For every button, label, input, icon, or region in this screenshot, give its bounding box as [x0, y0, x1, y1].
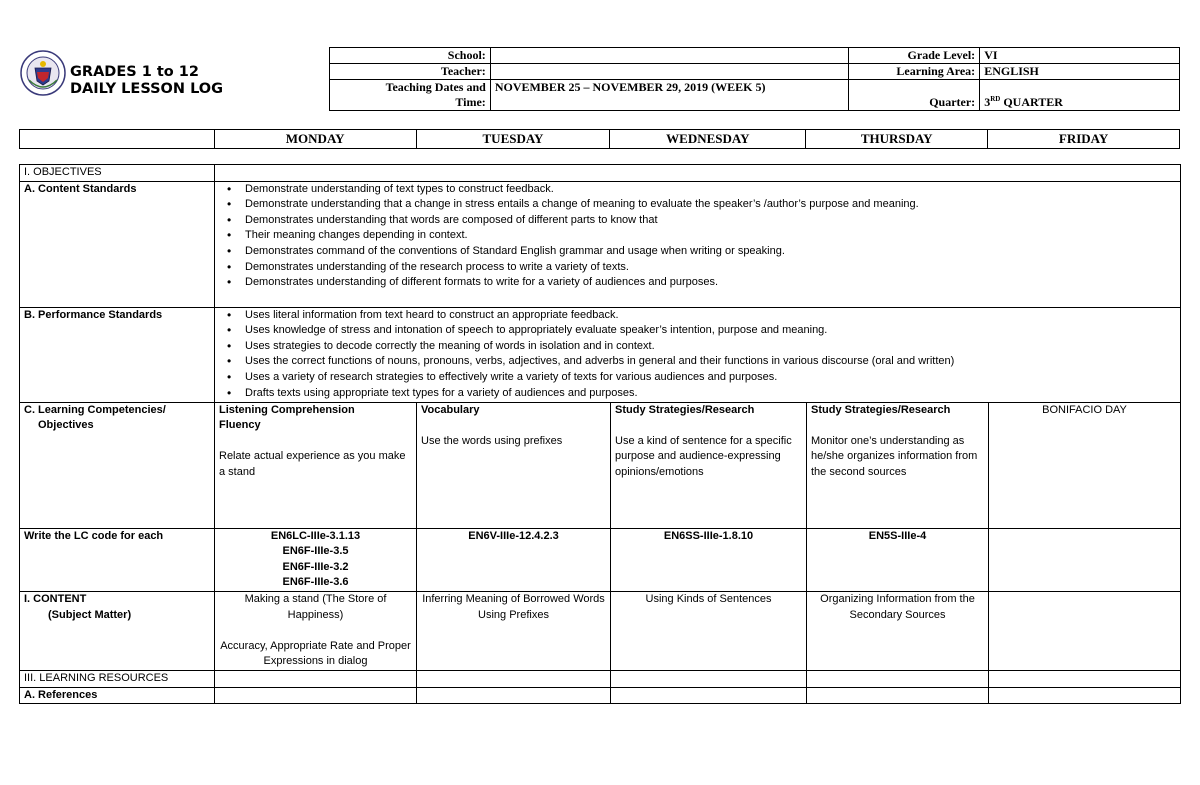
- monday-competency-cell: [215, 402, 417, 528]
- lc-code: EN6F-IIIe-3.2: [282, 560, 349, 573]
- grade-level-value: VI: [980, 48, 1180, 64]
- teaching-dates-label-line-1: Teaching Dates and: [385, 80, 486, 94]
- performance-standards-cell: [215, 307, 1181, 402]
- day-header-friday: FRIDAY: [988, 130, 1180, 149]
- content-standards-cell: [215, 181, 1181, 307]
- list-item: • Drafts texts using appropriate text types for a variety of audiences and purposes.: [245, 386, 1176, 402]
- day-header-wednesday: WEDNESDAY: [610, 130, 806, 149]
- teaching-dates-value: NOVEMBER 25 – NOVEMBER 29, 2019 (WEEK 5): [490, 80, 849, 111]
- content-label-line-1: I. CONTENT: [24, 592, 87, 605]
- thursday-lc-code: EN5S-IIIe-4: [807, 528, 989, 591]
- content-label-line-2: (Subject Matter): [48, 608, 132, 621]
- list-item: • Demonstrates understanding that words are composed of different parts to know that: [245, 213, 1176, 229]
- day-header-blank: [20, 130, 215, 149]
- tuesday-content: Inferring Meaning of Borrowed Words Using Prefixes: [417, 591, 611, 670]
- monday-content-2: Accuracy, Appropriate Rate and Proper Expressions in dialog: [220, 639, 411, 668]
- table-cell: [611, 687, 807, 704]
- wednesday-competency-cell: [611, 402, 807, 528]
- list-item: • Demonstrates command of the conventions of Standard English grammar and usage when writing or speaking.: [245, 244, 1176, 260]
- list-item: • Their meaning changes depending in context.: [245, 228, 1176, 244]
- teaching-dates-label: [330, 80, 491, 111]
- list-item: • Demonstrate understanding that a change in stress entails a change of meaning to evaluate the speaker’s /author’s purpose and meaning.: [245, 197, 1176, 213]
- wednesday-content: Using Kinds of Sentences: [611, 591, 807, 670]
- list-item: • Demonstrate understanding of text types to construct feedback.: [245, 182, 1176, 198]
- tuesday-competency-text: Use the words using prefixes: [421, 434, 563, 447]
- learning-area-value: ENGLISH: [980, 64, 1180, 80]
- lc-code: EN6F-IIIe-3.5: [282, 545, 349, 558]
- title-line-1: GRADES 1 to 12: [70, 64, 199, 80]
- table-cell: [417, 687, 611, 704]
- learning-competencies-label-line-1: C. Learning Competencies/: [24, 403, 166, 416]
- learning-competencies-label-line-2: Objectives: [38, 419, 94, 432]
- teacher-value: [490, 64, 849, 80]
- references-label: A. References: [20, 687, 215, 704]
- lc-code: EN6F-IIIe-3.6: [282, 576, 349, 589]
- friday-competency-cell: BONIFACIO DAY: [989, 402, 1181, 528]
- quarter-suffix: RD: [990, 95, 1001, 103]
- content-standards-list: [219, 182, 1176, 291]
- table-cell: [807, 687, 989, 704]
- thursday-content: Organizing Information from the Secondary Sources: [807, 591, 989, 670]
- list-item: • Uses literal information from text heard to construct an appropriate feedback.: [245, 308, 1176, 324]
- day-header-table: [19, 129, 1180, 149]
- monday-competency-title-1: Listening Comprehension: [219, 403, 355, 416]
- day-header-tuesday: TUESDAY: [416, 130, 610, 149]
- grade-level-label: Grade Level:: [849, 48, 980, 64]
- learning-resources-heading: III. LEARNING RESOURCES: [20, 670, 215, 687]
- table-cell: [215, 670, 417, 687]
- school-value: [490, 48, 849, 64]
- monday-content-1: Making a stand (The Store of Happiness): [244, 592, 387, 621]
- list-item: • Uses the correct functions of nouns, pronouns, verbs, adjectives, and adverbs in general and their functions in various discourse (oral and written): [245, 354, 1176, 370]
- header-logo-block: [20, 50, 340, 112]
- objectives-heading: I. OBJECTIVES: [20, 165, 215, 182]
- deped-seal-logo: [20, 50, 66, 96]
- wednesday-competency-title: Study Strategies/Research: [615, 403, 755, 416]
- tuesday-lc-code: EN6V-IIIe-12.4.2.3: [417, 528, 611, 591]
- day-header-thursday: THURSDAY: [806, 130, 988, 149]
- wednesday-lc-code: EN6SS-IIIe-1.8.10: [611, 528, 807, 591]
- list-item: • Uses strategies to decode correctly the meaning of words in isolation and in context.: [245, 339, 1176, 355]
- table-cell: [215, 687, 417, 704]
- tuesday-competency-cell: [417, 402, 611, 528]
- school-label: School:: [330, 48, 491, 64]
- quarter-word: QUARTER: [1000, 95, 1063, 109]
- monday-competency-title-2: Fluency: [219, 419, 261, 432]
- thursday-competency-text: Monitor one’s understanding as he/she organizes information from the second sources: [811, 434, 978, 478]
- learning-competencies-label: [20, 402, 215, 528]
- objectives-heading-blank: [215, 165, 1181, 182]
- content-label: [20, 591, 215, 670]
- thursday-competency-title: Study Strategies/Research: [811, 403, 951, 416]
- document-title: [70, 64, 223, 98]
- quarter-number: 3: [984, 95, 991, 109]
- teacher-label: Teacher:: [330, 64, 491, 80]
- teaching-dates-label-line-2: Time:: [455, 95, 486, 109]
- table-cell: [417, 670, 611, 687]
- table-cell: [989, 687, 1181, 704]
- list-item: • Demonstrates understanding of different formats to write for a variety of audiences and purposes.: [245, 275, 1176, 291]
- monday-lc-code-cell: [215, 528, 417, 591]
- quarter-label: Quarter:: [849, 80, 980, 111]
- table-cell: [989, 670, 1181, 687]
- content-standards-label: A. Content Standards: [20, 181, 215, 307]
- header-info-table: [329, 47, 1180, 111]
- list-item: • Uses knowledge of stress and intonation of speech to appropriately evaluate speaker’s intention, purpose and meaning.: [245, 323, 1176, 339]
- friday-content: [989, 591, 1181, 670]
- performance-standards-list: [219, 308, 1176, 402]
- table-cell: [611, 670, 807, 687]
- performance-standards-label: B. Performance Standards: [20, 307, 215, 402]
- day-header-monday: MONDAY: [214, 130, 416, 149]
- quarter-value: [980, 80, 1180, 111]
- title-line-2: DAILY LESSON LOG: [70, 81, 224, 97]
- monday-content-cell: [215, 591, 417, 670]
- learning-area-label: Learning Area:: [849, 64, 980, 80]
- lc-code: EN6LC-IIIe-3.1.13: [270, 529, 361, 542]
- lesson-log-table: [19, 164, 1181, 704]
- tuesday-competency-title: Vocabulary: [421, 403, 480, 416]
- thursday-competency-cell: [807, 402, 989, 528]
- monday-competency-text: Relate actual experience as you make a stand: [219, 450, 406, 478]
- lc-code-label: Write the LC code for each: [20, 528, 215, 591]
- friday-lc-code: [989, 528, 1181, 591]
- table-cell: [807, 670, 989, 687]
- list-item: • Demonstrates understanding of the research process to write a variety of texts.: [245, 260, 1176, 276]
- wednesday-competency-text: Use a kind of sentence for a specific purpose and audience-expressing opinions/emotions: [615, 434, 792, 478]
- list-item: • Uses a variety of research strategies to effectively write a variety of texts for various audiences and purposes.: [245, 370, 1176, 386]
